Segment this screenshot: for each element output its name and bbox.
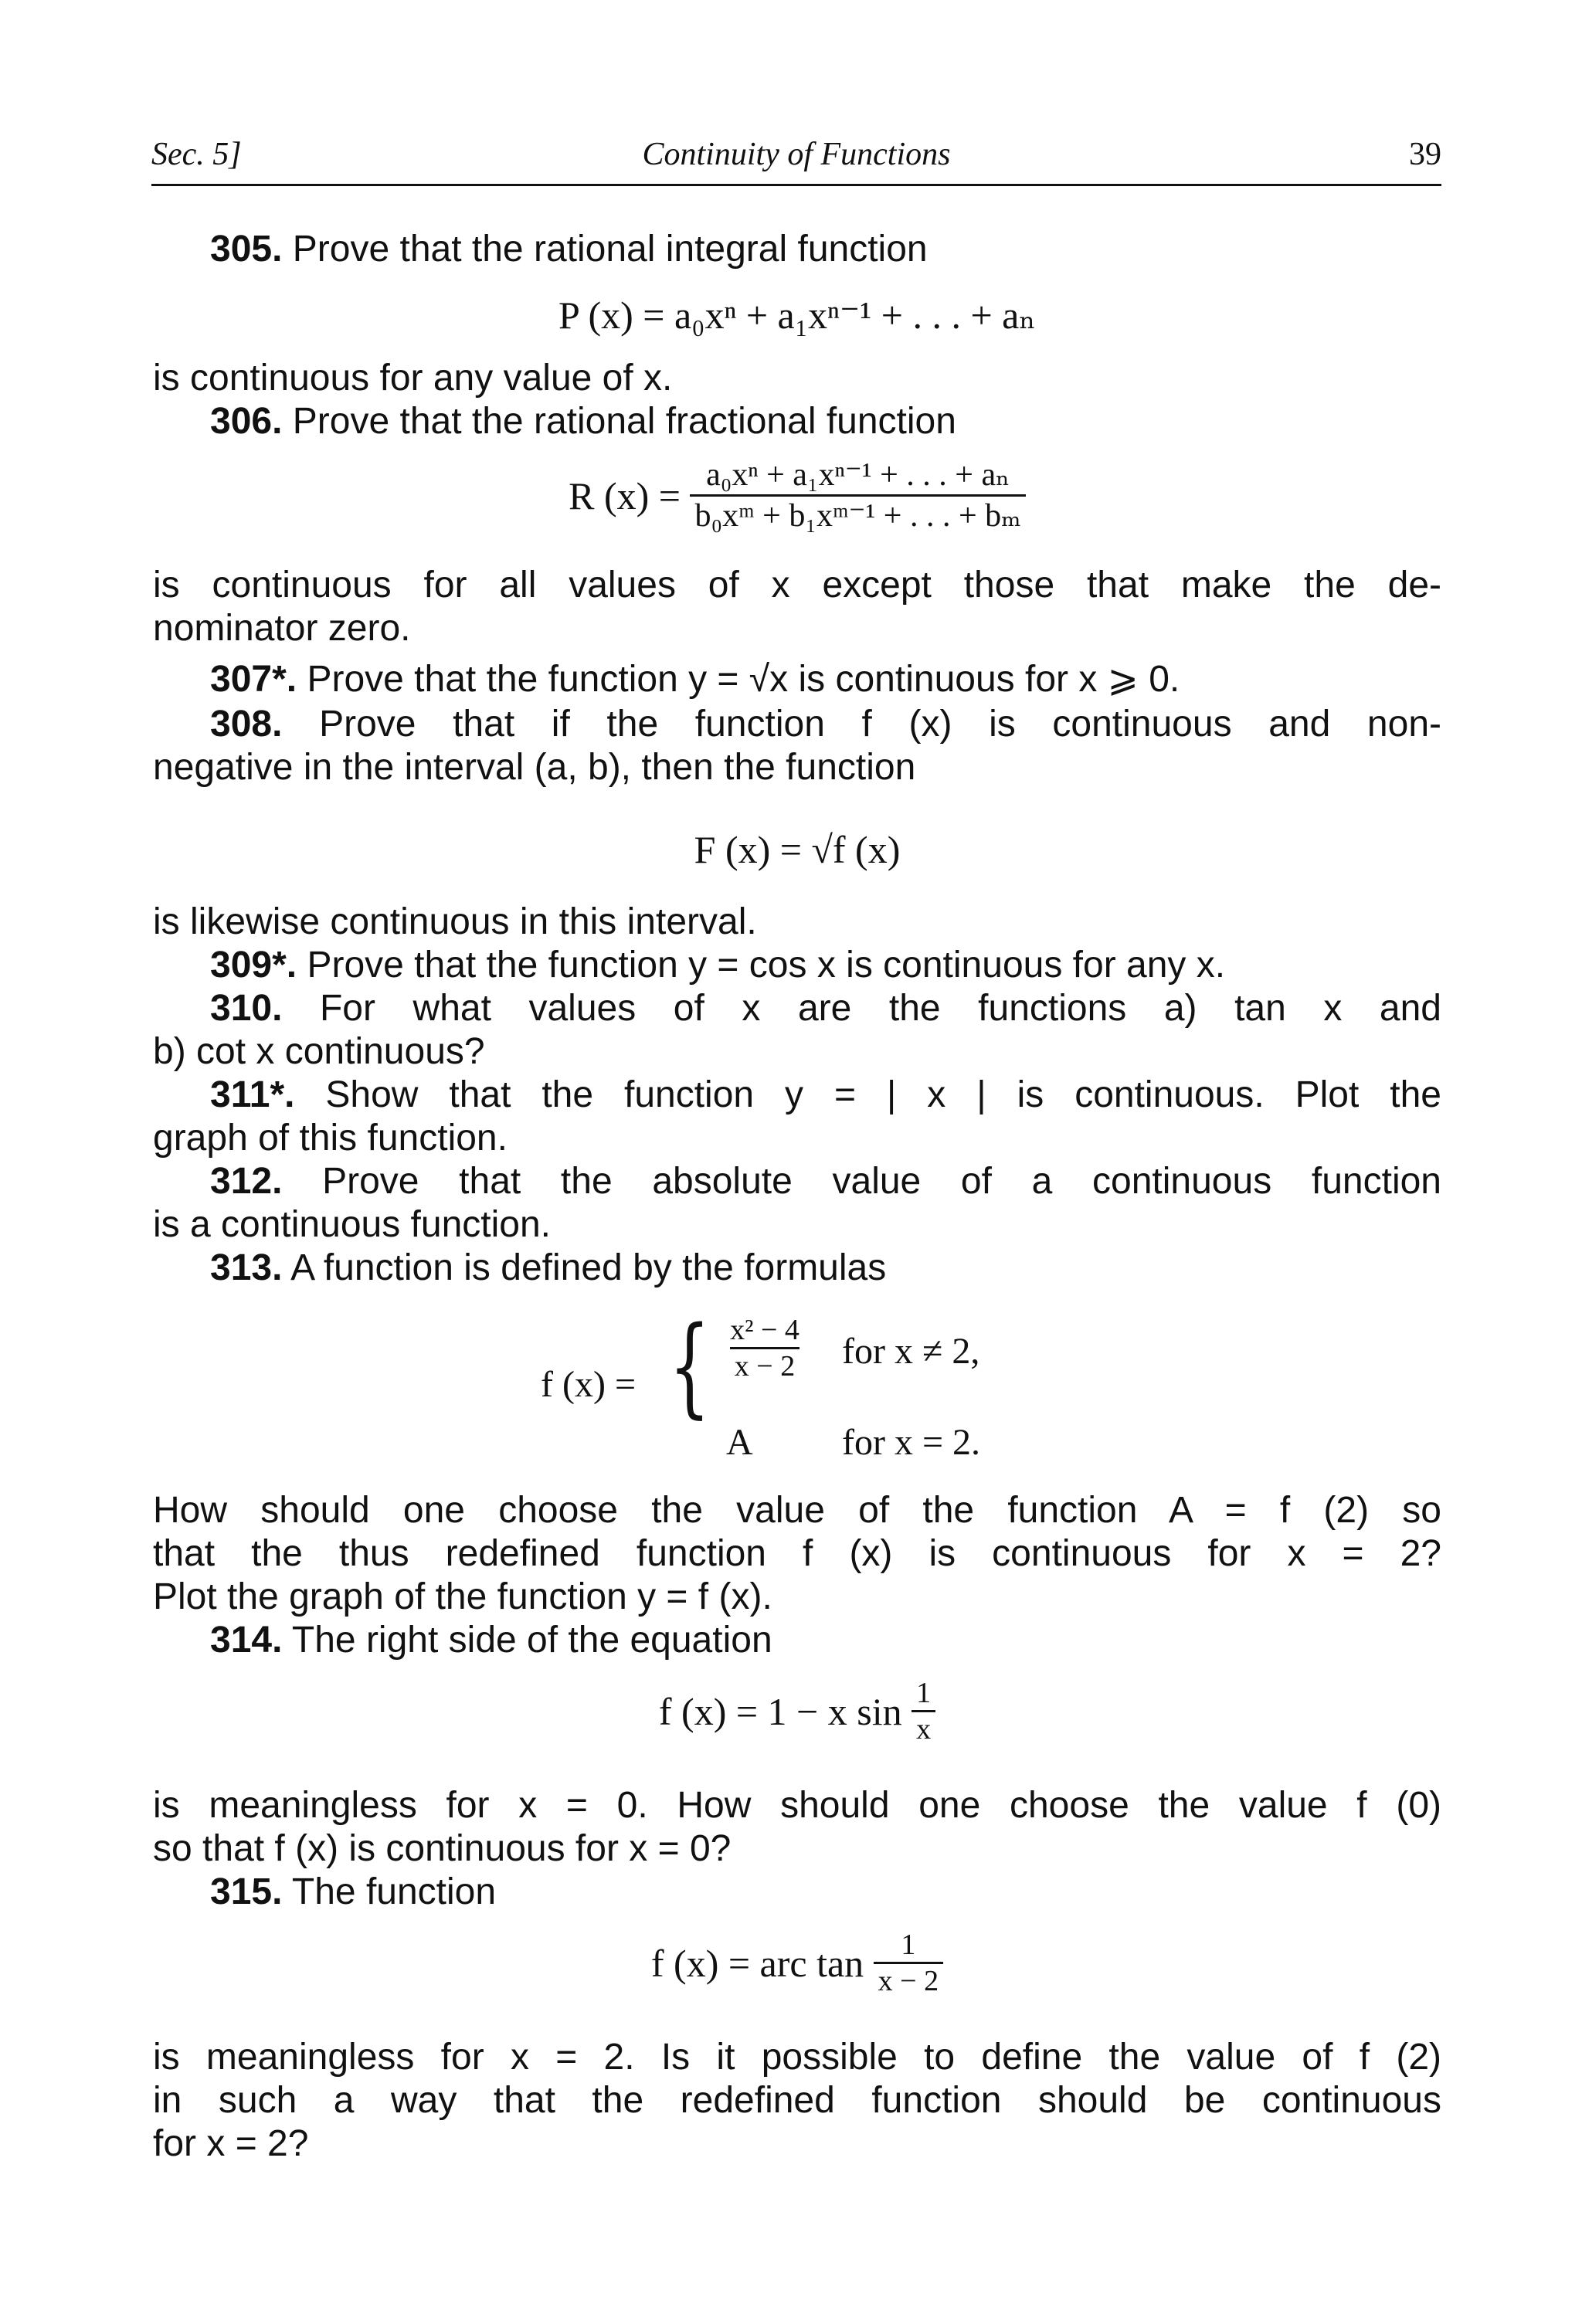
fraction (725, 1313, 804, 1383)
problem-313-continuation: Plot the graph of the function y = f (x). (153, 1576, 772, 1617)
formula-306 (153, 456, 1441, 541)
chapter-title: Continuity of Functions (642, 137, 951, 172)
problem-text: Prove that the rational integral function (292, 229, 928, 270)
problem-313-continuation: that the thus redefined function f (x) is continuous for x = 2? (153, 1533, 1441, 1574)
running-header (151, 136, 1441, 182)
left-brace: { (669, 1304, 711, 1430)
case-1-fraction (718, 1313, 811, 1383)
header-rule (151, 184, 1441, 186)
problem-307 (210, 658, 1441, 701)
problem-number: 309*. (210, 945, 297, 986)
problem-number: 307*. (210, 659, 297, 700)
problem-text: The function (291, 1871, 497, 1912)
denominator: b₀xᵐ + b₁xᵐ⁻¹ + . . . + bₘ (690, 494, 1025, 535)
problem-text: Prove that the function y = √x is continuous for x ⩾ 0. (307, 659, 1180, 700)
problem-315 (210, 1871, 1441, 1914)
problem-315-continuation: in such a way that the redefined function should be continuous (153, 2080, 1441, 2121)
problem-313 (210, 1247, 1441, 1290)
formula-lhs: f (x) = arc tan (650, 1941, 864, 1985)
problem-number: 305. (210, 229, 283, 270)
numerator: x² − 4 (730, 1314, 799, 1346)
problem-313-continuation: How should one choose the value of the function A = f (2) so (153, 1490, 1441, 1531)
formula-315 (153, 1928, 1441, 2013)
problem-311-continuation: graph of this function. (153, 1118, 508, 1159)
case-1-condition: for x ≠ 2, (842, 1331, 980, 1372)
formula-lhs: R (x) = (569, 473, 681, 517)
case-2-condition: for x = 2. (842, 1422, 981, 1463)
problem-text: Show that the function y = | x | is continuous. Plot the (325, 1074, 1441, 1115)
problem-text: Prove that if the function f (x) is continuous and non- (319, 704, 1441, 745)
formula-lhs: f (x) = 1 − x sin (658, 1689, 902, 1733)
problem-number: 312. (210, 1161, 283, 1202)
numerator: a₀xⁿ + a₁xⁿ⁻¹ + . . . + aₙ (706, 457, 1010, 493)
numerator: 1 (916, 1677, 932, 1709)
problem-310 (210, 987, 1441, 1030)
problem-309 (210, 944, 1441, 987)
problem-number: 314. (210, 1620, 283, 1661)
problem-306-continuation: nominator zero. (153, 608, 411, 649)
formula-314 (153, 1676, 1441, 1761)
denominator: x − 2 (730, 1347, 799, 1383)
formula-305: P (x) = a₀xⁿ + a₁xⁿ⁻¹ + . . . + aₙ (558, 293, 1036, 337)
problem-number: 311*. (210, 1074, 295, 1115)
denominator: x (912, 1710, 935, 1746)
problem-308-continuation: negative in the interval (a, b), then the function (153, 747, 916, 788)
fraction (912, 1676, 935, 1746)
problem-305-continuation: is continuous for any value of x. (153, 358, 673, 399)
problem-text: The right side of the equation (291, 1620, 772, 1661)
problem-text: A function is defined by the formulas (290, 1247, 887, 1288)
numerator: 1 (901, 1929, 916, 1961)
problem-308-continuation: is likewise continuous in this interval. (153, 901, 757, 942)
formula-313-lhs: f (x) = (541, 1364, 637, 1405)
problem-text: For what values of x are the functions a) tan x and (319, 988, 1441, 1029)
problem-312-continuation: is a continuous function. (153, 1204, 551, 1245)
problem-number: 308. (210, 704, 283, 745)
fraction (874, 1928, 943, 1998)
fraction (690, 456, 1025, 535)
problem-number: 315. (210, 1871, 283, 1912)
problem-315-continuation: is meaningless for x = 2. Is it possible to define the value of f (2) (153, 2037, 1441, 2078)
formula-308: F (x) = √f (x) (694, 828, 901, 871)
problem-number: 306. (210, 401, 283, 442)
problem-314-continuation: is meaningless for x = 0. How should one choose the value f (0) (153, 1785, 1441, 1826)
problem-text: Prove that the function y = cos x is continuous for any x. (307, 945, 1226, 986)
problem-306 (210, 400, 1441, 443)
problem-314-continuation: so that f (x) is continuous for x = 0? (153, 1828, 732, 1869)
page-number: 39 (1409, 137, 1441, 172)
problem-306-continuation: is continuous for all values of x except those that make the de- (153, 565, 1441, 606)
problem-text: Prove that the rational fractional function (292, 401, 956, 442)
denominator: x − 2 (874, 1962, 943, 1998)
problem-number: 310. (210, 988, 283, 1029)
problem-315-continuation: for x = 2? (153, 2123, 309, 2164)
problem-308 (210, 703, 1441, 746)
problem-text: Prove that the absolute value of a continuous function (322, 1161, 1441, 1202)
section-label: Sec. 5] (151, 137, 242, 172)
problem-number: 313. (210, 1247, 283, 1288)
problem-310-continuation: b) cot x continuous? (153, 1031, 485, 1072)
problem-305 (210, 228, 1441, 271)
problem-312 (210, 1160, 1441, 1203)
problem-311 (210, 1074, 1441, 1117)
problem-314 (210, 1619, 1441, 1662)
case-2-value: A (726, 1422, 753, 1463)
